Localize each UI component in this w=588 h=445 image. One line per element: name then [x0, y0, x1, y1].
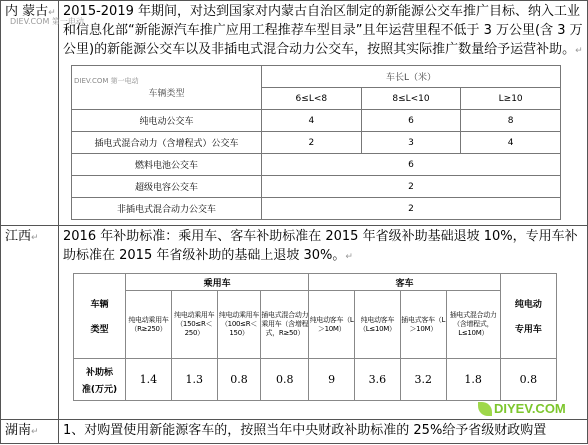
- sub-header: 插电式混合动力乘用车（含增程式，R≥50）: [261, 291, 309, 359]
- province-name: 湖南: [5, 423, 32, 438]
- row-value: 2: [262, 198, 561, 220]
- return-mark: ↵: [345, 252, 353, 262]
- logo-text: DIYEV.COM: [494, 401, 566, 416]
- header-label: 类型: [90, 325, 109, 335]
- header-label: 车辆类型: [148, 89, 185, 99]
- table-header-type: [74, 274, 126, 359]
- watermark: DIEV.COM 第一电动: [10, 17, 84, 26]
- table-watermark: DIEV.COM 第一电动: [74, 77, 139, 85]
- header-label: 专用车: [514, 325, 542, 335]
- row-value: 6: [262, 154, 561, 176]
- paragraph-text: 2015-2019 年期间，对达到国家对内蒙古自治区制定的新能源公交车推广目标、纳入工业和信息化部“新能源汽车推广应用工程推荐车型目录”且年运营里程不低于 3 万公里(含 3 万公里)的新能源公交车以及非插电式混合动力公交车，按照其实际推广数量给予运营补助。: [63, 4, 583, 57]
- header-label: 纯电动: [514, 300, 542, 310]
- sub-header: 纯电动乘用车（150≤R＜250）: [171, 291, 217, 359]
- row-type: 非插电式混合动力公交车: [72, 198, 262, 220]
- return-mark: ↵: [575, 46, 583, 56]
- special-vehicle-header: [500, 274, 556, 359]
- group-header-bus: 客车: [309, 274, 501, 291]
- header-label: 车辆: [90, 300, 109, 310]
- sub-header: 插电式混合动力（含增程式，L≤10M）: [446, 291, 500, 359]
- length-col: 6≤L<8: [262, 88, 362, 110]
- row-value: 6: [361, 110, 461, 132]
- sub-header: 纯电动乘用车（R≥250）: [126, 291, 172, 359]
- subsidy-value: 9: [309, 359, 355, 401]
- table-row: [72, 176, 561, 198]
- subsidy-value: 1.4: [126, 359, 172, 401]
- table-row: [74, 359, 557, 401]
- policy-paragraph: [59, 1, 587, 61]
- subsidy-table-inner-mongolia: [71, 65, 561, 220]
- subsidy-value: 1.3: [171, 359, 217, 401]
- header-label: 补助标: [86, 367, 114, 378]
- subsidy-table-jiangxi-wrap: [73, 273, 557, 403]
- subsidy-value: 1.8: [446, 359, 500, 401]
- content-cell: [59, 226, 588, 420]
- group-header-passenger: 乘用车: [126, 274, 309, 291]
- table-row: [72, 132, 561, 154]
- subsidy-value: 0.8: [217, 359, 261, 401]
- return-mark: ↵: [31, 427, 39, 437]
- sub-header: 纯电动客车（L＞10M）: [309, 291, 355, 359]
- row-type: 插电式混合动力（含增程式）公交车: [72, 132, 262, 154]
- header-label: 准(万元): [81, 384, 118, 395]
- return-mark: ↵: [31, 233, 39, 243]
- table-row: [72, 154, 561, 176]
- table-header-type: [72, 66, 262, 110]
- subsidy-value: 0.8: [261, 359, 309, 401]
- row-value: 2: [262, 132, 362, 154]
- return-mark: ↵: [48, 8, 56, 18]
- table-header-length: 车长L（米）: [262, 66, 561, 88]
- policy-paragraph: [59, 226, 587, 267]
- subsidy-label: [74, 359, 126, 401]
- province-name: 内 蒙古: [5, 4, 49, 19]
- row-value: 2: [262, 176, 561, 198]
- sub-header: 纯电动乘用车（100≤R＜150）: [217, 291, 261, 359]
- province-cell: [1, 1, 59, 226]
- province-cell: [1, 420, 59, 444]
- corner-logo: [478, 400, 566, 416]
- table-row: [72, 198, 561, 220]
- province-cell: [1, 226, 59, 420]
- row-type: 纯电动公交车: [72, 110, 262, 132]
- length-col: L≥10: [461, 88, 561, 110]
- subsidy-value: 3.6: [355, 359, 401, 401]
- row-type: 超级电容公交车: [72, 176, 262, 198]
- paragraph-text: 2016 年补助标准：乘用车、客车补助标准在 2015 年省级补助基础退坡 10%，专用车补助标准在 2015 年省级补助的基础上退坡 30%。: [63, 229, 578, 263]
- row-value: 4: [461, 132, 561, 154]
- policy-paragraph: 1、对购置使用新能源客车的，按照当年中央财政补助标准的 25%给予省级财政购置: [63, 423, 547, 438]
- sub-header: 纯电动客车（L≤10M）: [355, 291, 401, 359]
- row-value: 4: [262, 110, 362, 132]
- row-value: 8: [461, 110, 561, 132]
- row-type: 燃料电池公交车: [72, 154, 262, 176]
- content-cell: [59, 420, 588, 444]
- leaf-icon: [478, 402, 492, 416]
- subsidy-table-jiangxi: [73, 273, 557, 401]
- table-row: [72, 110, 561, 132]
- length-col: 8≤L<10: [361, 88, 461, 110]
- subsidy-value: 0.8: [500, 359, 556, 401]
- province-name: 江西: [5, 229, 32, 244]
- row-value: 3: [361, 132, 461, 154]
- content-cell: [59, 1, 588, 226]
- sub-header: 插电式客车（L＞10M）: [400, 291, 446, 359]
- subsidy-value: 3.2: [400, 359, 446, 401]
